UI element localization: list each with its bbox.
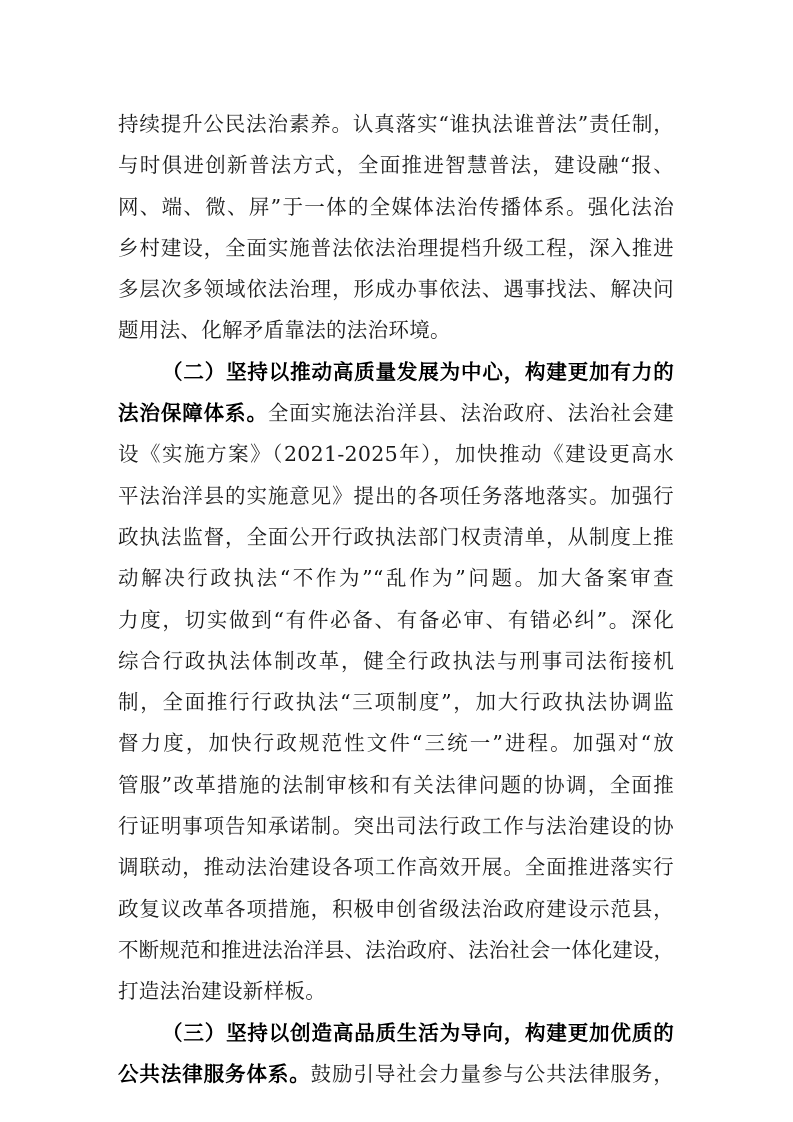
text-run: 持续提升公民法治素养。认真落实“谁执法谁普法”责任制， [118, 112, 674, 136]
text-run: 乡村建设，全面实施普法依法治理提档升级工程，深入推进 [118, 235, 674, 260]
text-run: 设《实施方案》（2021-2025年），加快推动《建设更高水 [118, 442, 674, 467]
text-run: 鼓励引导社会力量参与公共法律服务， [310, 1061, 674, 1086]
section-heading-tail: 公共法律服务体系。 [118, 1061, 311, 1086]
text-line [118, 187, 674, 228]
text-line [118, 104, 674, 145]
text-line [118, 971, 674, 1012]
text-run: 力度，切实做到“有件必备、有备必审、有错必纠”。深化 [118, 607, 674, 632]
text-line [118, 269, 674, 310]
text-run: 政复议改革各项措施，积极申创省级法治政府建设示范县， [118, 896, 674, 921]
text-line [118, 476, 674, 517]
document-body [118, 104, 674, 1095]
text-run: 打造法治建设新样板。 [118, 979, 326, 1004]
text-run: 题用法、化解矛盾靠法的法治环境。 [118, 318, 451, 343]
text-line [118, 600, 674, 641]
text-line [118, 1054, 674, 1095]
text-line [118, 723, 674, 764]
text-line [118, 434, 674, 475]
section-heading-tail: 法治保障体系。 [118, 401, 268, 426]
text-line [118, 228, 674, 269]
text-line [118, 393, 674, 434]
section-heading-line [118, 352, 674, 393]
section-heading: （二）坚持以推动高质量发展为中心，构建更加有力的 [162, 359, 674, 384]
paragraph [118, 1013, 674, 1096]
text-run: 管服”改革措施的法制审核和有关法律问题的协调，全面推 [118, 772, 674, 797]
text-run: 行证明事项告知承诺制。突出司法行政工作与法治建设的协 [118, 814, 674, 839]
text-run: 动解决行政执法“不作为”“乱作为”问题。加大备案审查 [118, 566, 674, 591]
text-line [118, 889, 674, 930]
text-line [118, 310, 674, 351]
text-run: 平法治洋县的实施意见》提出的各项任务落地落实。加强行 [118, 483, 674, 508]
text-run: 不断规范和推进法治洋县、法治政府、法治社会一体化建设， [118, 937, 674, 962]
text-line [118, 930, 674, 971]
text-run: 督力度，加快行政规范性文件“三统一”进程。加强对“放 [118, 731, 674, 756]
text-line [118, 806, 674, 847]
text-run: 制，全面推行行政执法“三项制度”，加大行政执法协调监 [118, 690, 674, 715]
section-heading-line [118, 1013, 674, 1054]
text-line [118, 682, 674, 723]
text-run: 综合行政执法体制改革，健全行政执法与刑事司法衔接机 [118, 648, 674, 673]
text-line [118, 558, 674, 599]
text-run: 政执法监督，全面公开行政执法部门权责清单，从制度上推 [118, 524, 674, 549]
text-run: 多层次多领域依法治理，形成办事依法、遇事找法、解决问 [118, 277, 674, 302]
text-line [118, 517, 674, 558]
text-run: 调联动，推动法治建设各项工作高效开展。全面推进落实行 [118, 855, 674, 880]
text-line [118, 145, 674, 186]
text-line [118, 765, 674, 806]
paragraph [118, 104, 674, 352]
text-line [118, 641, 674, 682]
paragraph [118, 352, 674, 1013]
text-run: 网、端、微、屏”于一体的全媒体法治传播体系。强化法治 [118, 194, 674, 219]
text-run: 全面实施法治洋县、法治政府、法治社会建 [267, 401, 674, 426]
section-heading: （三）坚持以创造高品质生活为导向，构建更加优质的 [162, 1020, 674, 1045]
text-line [118, 847, 674, 888]
text-run: 与时俱进创新普法方式，全面推进智慧普法，建设融“报、 [118, 153, 674, 178]
